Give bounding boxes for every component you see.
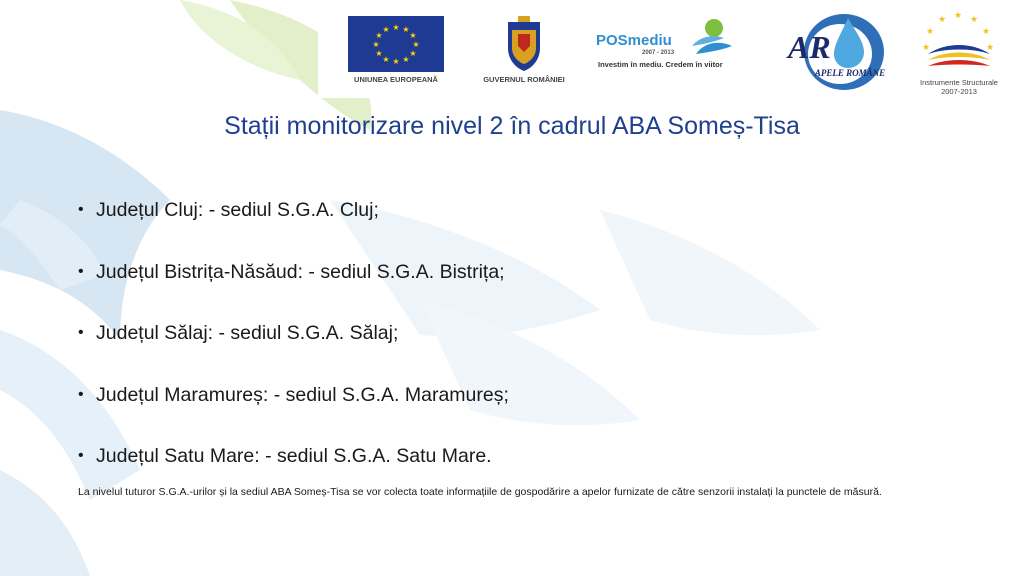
bullet-item	[78, 196, 958, 258]
svg-text:★: ★	[921, 43, 931, 53]
bullet-item	[78, 319, 958, 381]
instrumente-line1: Instrumente Structurale	[920, 78, 998, 87]
svg-text:★: ★	[937, 15, 947, 25]
footnote: La nivelul tuturor S.G.A.-urilor și la sediul ABA Someș-Tisa se vor colecta toate informațiile de gospodărire a apelor furnizate de către senzorii instalați la punctele de măsură.	[78, 486, 882, 498]
bullet-dot-icon: •	[78, 201, 84, 218]
posmediu-name: POSmediu	[596, 32, 672, 49]
bullet-text: Județul Maramureș: - sediul S.G.A. Maramureș;	[96, 383, 509, 406]
svg-text:★: ★	[981, 27, 991, 37]
svg-text:★: ★	[402, 55, 410, 64]
svg-text:★: ★	[392, 57, 400, 66]
svg-text:★: ★	[372, 40, 380, 49]
bullet-dot-icon: •	[78, 324, 84, 341]
bullet-text: Județul Bistrița-Năsăud: - sediul S.G.A. Bistrița;	[96, 260, 505, 283]
coat-of-arms-logo	[504, 16, 544, 72]
svg-text:★: ★	[392, 23, 400, 32]
posmediu-tagline: Investim în mediu. Credem în viitor	[598, 60, 723, 69]
bullet-text: Județul Cluj: - sediul S.G.A. Cluj;	[96, 199, 379, 221]
svg-text:★: ★	[382, 25, 390, 34]
svg-text:★: ★	[412, 40, 420, 49]
bullet-text: Județul Sălaj: - sediul S.G.A. Sălaj;	[96, 322, 399, 344]
svg-text:★: ★	[402, 25, 410, 34]
bullet-list	[78, 196, 958, 504]
instrumente-structurale-logo	[916, 8, 1000, 74]
svg-text:★: ★	[375, 31, 383, 40]
svg-text:★: ★	[953, 11, 963, 21]
bullet-item	[78, 258, 958, 320]
svg-text:AR: AR	[788, 29, 831, 65]
svg-text:★: ★	[969, 15, 979, 25]
svg-text:★: ★	[925, 27, 935, 37]
svg-text:★: ★	[409, 31, 417, 40]
slide-title: Stații monitorizare nivel 2 în cadrul ABA Someș-Tisa	[224, 112, 800, 140]
bullet-dot-icon: •	[78, 385, 84, 403]
svg-text:★: ★	[985, 43, 995, 53]
eu-caption: UNIUNEA EUROPEANĂ	[354, 75, 438, 84]
instrumente-line2: 2007-2013	[941, 87, 977, 96]
hand-decoration	[0, 470, 90, 576]
government-caption: GUVERNUL ROMÂNIEI	[483, 75, 565, 84]
svg-text:★: ★	[409, 49, 417, 58]
logo-strip	[318, 6, 1012, 98]
bullet-text: Județul Satu Mare: - sediul S.G.A. Satu Mare.	[96, 445, 492, 467]
svg-text:★: ★	[382, 55, 390, 64]
eu-flag-logo	[348, 16, 444, 72]
bullet-dot-icon: •	[78, 262, 84, 280]
svg-text:★: ★	[375, 49, 383, 58]
bullet-item	[78, 381, 958, 443]
posmediu-years: 2007 - 2013	[642, 50, 675, 56]
apele-romane-logo	[774, 8, 892, 92]
bullet-dot-icon: •	[78, 447, 84, 464]
apele-romane-caption: APELE ROMÂNE	[814, 68, 886, 78]
